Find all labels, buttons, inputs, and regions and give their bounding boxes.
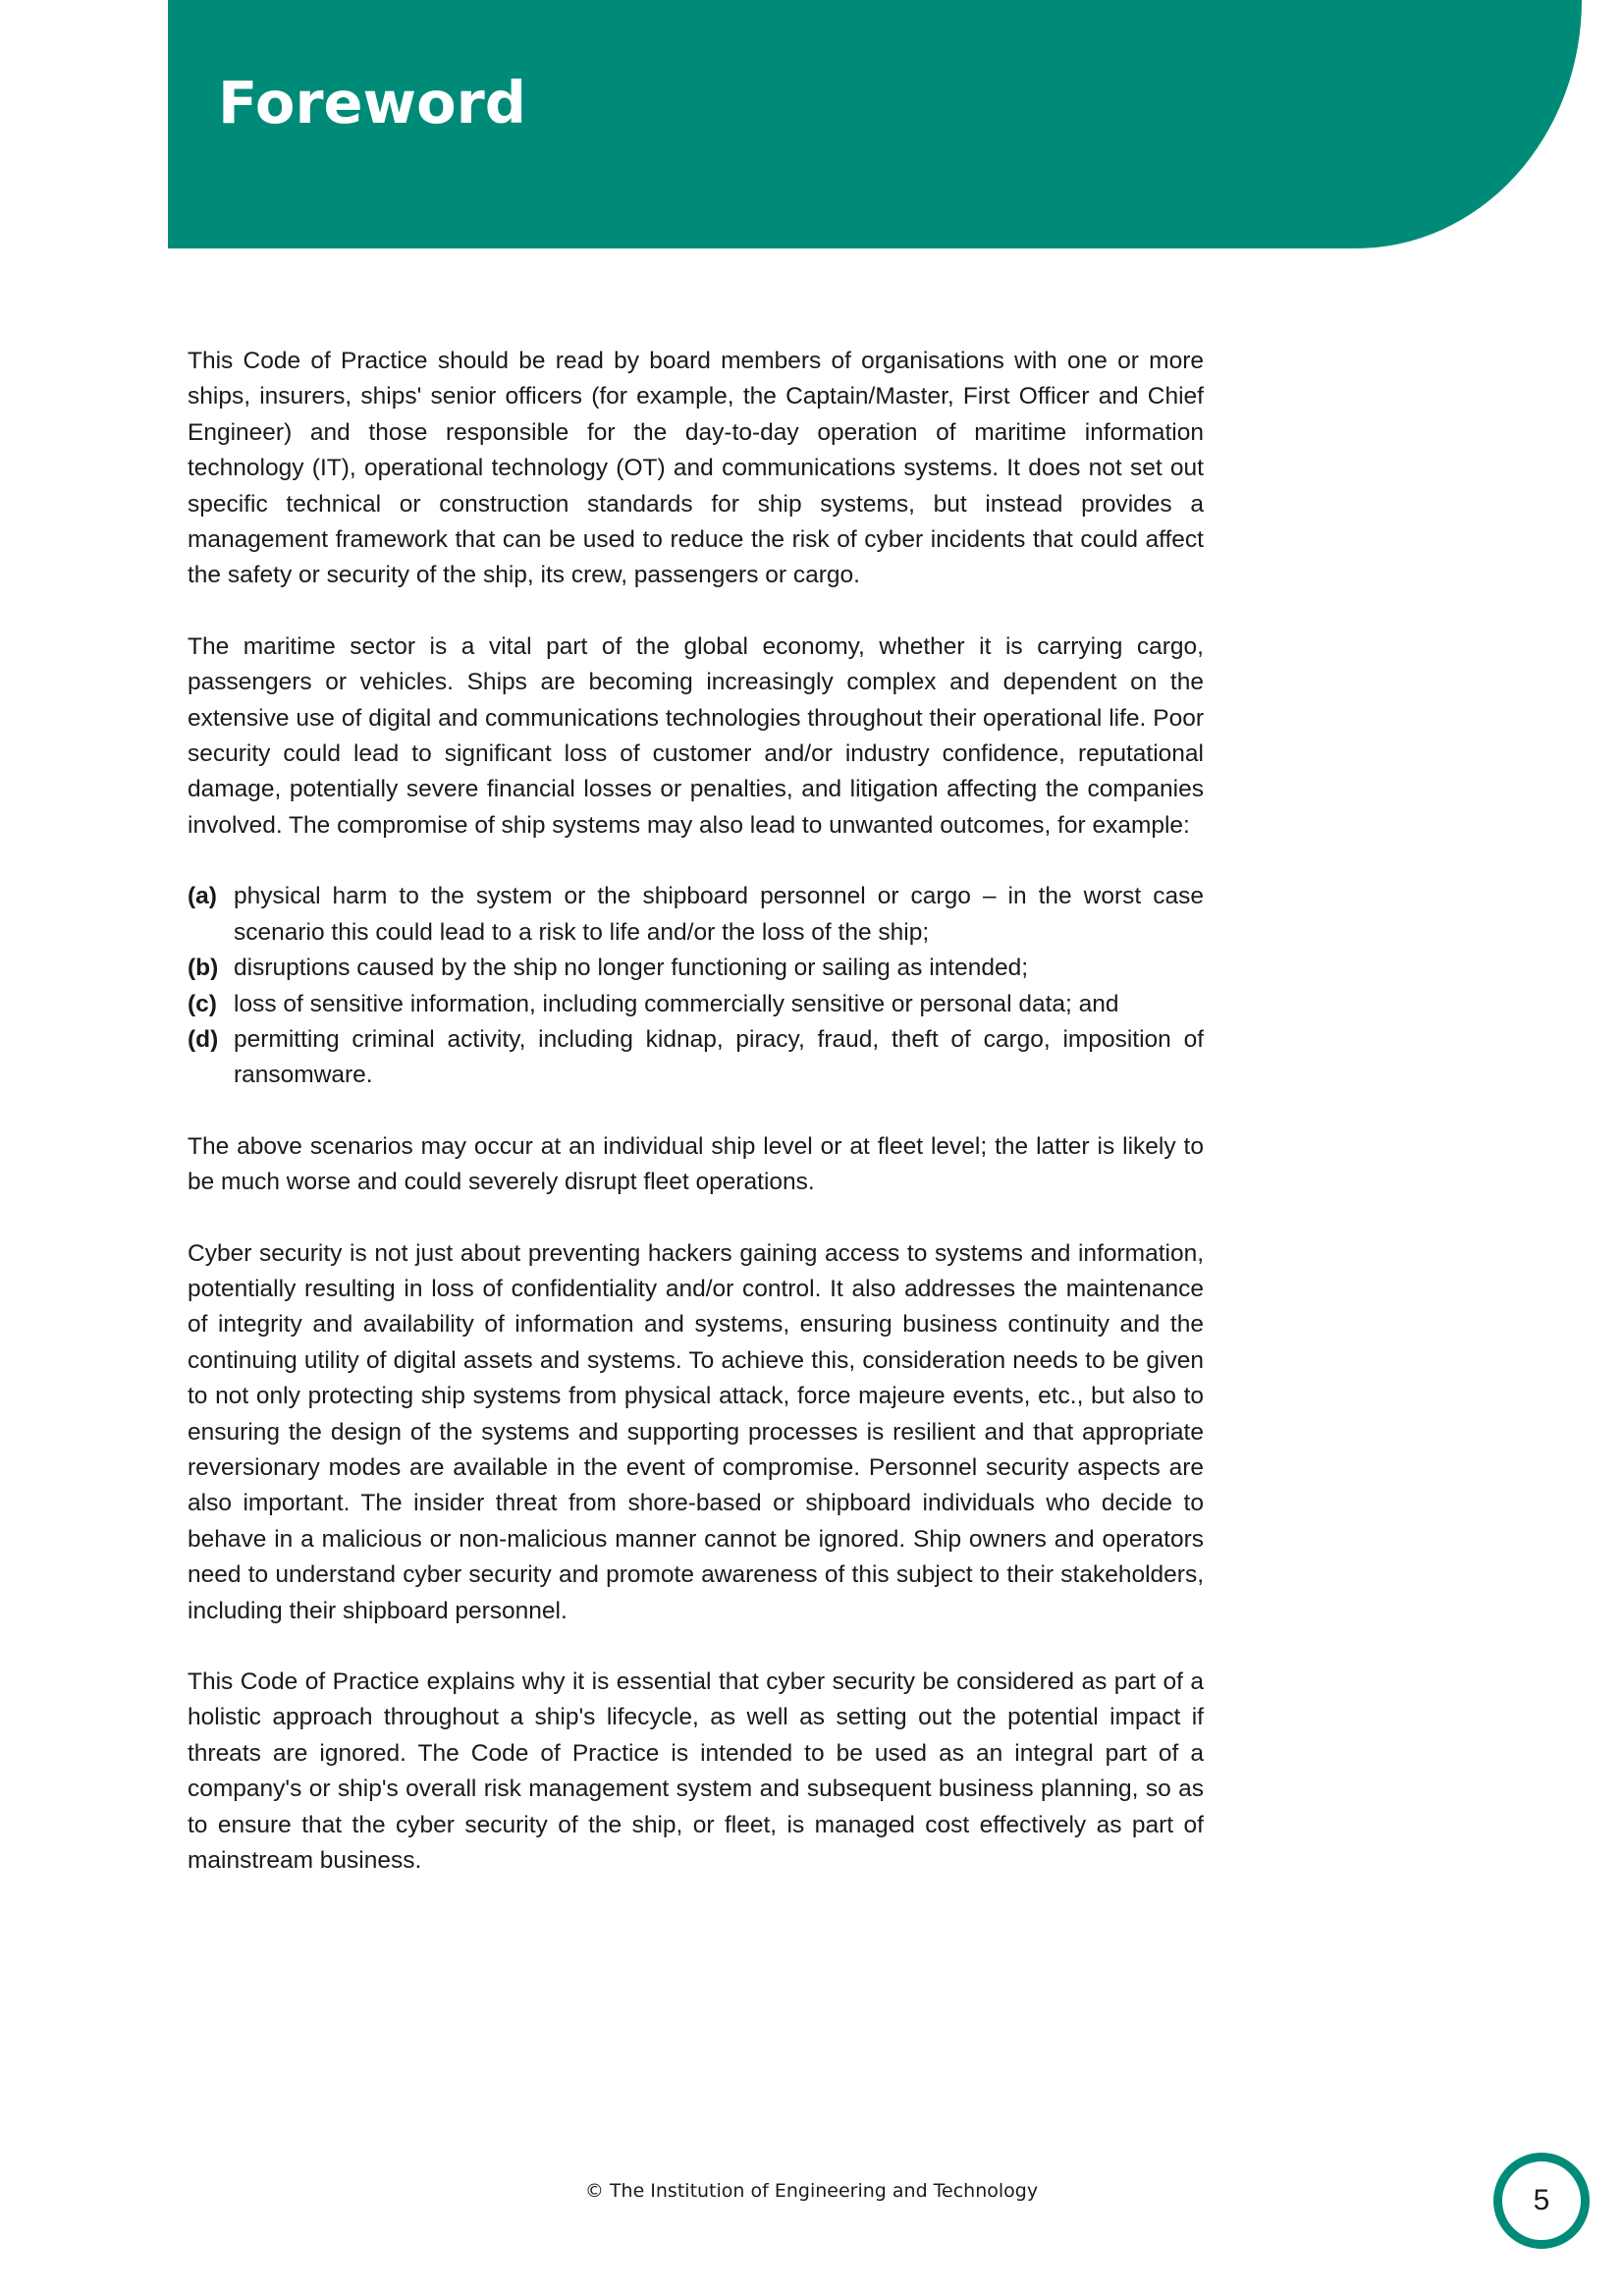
list-item [188,951,1204,986]
body-content [188,344,1204,1914]
list-item-text: physical harm to the system or the shipboard personnel or cargo – in the worst case scenario this could lead to a risk to life and/or the loss of the ship; [234,883,1204,946]
list-item-marker: (b) [188,955,219,982]
list-item [188,987,1204,1022]
body-paragraph: This Code of Practice should be read by board members of organisations with one or more ships, insurers, ships' senior officers (for example, the Captain/Master, First Officer and Chief Engineer) and those responsible for the day-to-day operation of maritime information technology (IT), operational technology (OT) and communications systems. It does not set out specific technical or construction standards for ship systems, but instead provides a management framework that can be used to reduce the risk of cyber incidents that could affect the safety or security of the ship, its crew, passengers or cargo. [188,348,1204,589]
list-item-text: disruptions caused by the ship no longer functioning or sailing as intended; [234,955,1029,982]
list-item-marker: (a) [188,883,217,910]
body-paragraph: The maritime sector is a vital part of the global economy, whether it is carrying cargo, passengers or vehicles. Ships are becoming increasingly complex and dependent on the extensive use of digital and communications technologies throughout their operational life. Poor security could lead to significant loss of customer and/or industry confidence, reputational damage, potentially severe financial losses or penalties, and litigation affecting the companies involved. The compromise of ship systems may also lead to unwanted outcomes, for example: [188,632,1204,839]
body-paragraph: This Code of Practice explains why it is essential that cyber security be considered as part of a holistic approach throughout a ship's lifecycle, as well as setting out the potential impact if threats are ignored. The Code of Practice is intended to be used as an integral part of a company's or ship's overall risk management system and subsequent business planning, so as to ensure that the cyber security of the ship, or fleet, is managed cost effectively as part of mainstream business. [188,1668,1204,1875]
page-number-badge [1493,2153,1590,2249]
list-item-marker: (c) [188,990,217,1017]
body-paragraph: The above scenarios may occur at an individual ship level or at fleet level; the latter is likely to be much worse and could severely disrupt fleet operations. [188,1132,1204,1196]
page-title: Foreword [218,69,526,137]
outcomes-list [188,879,1204,1093]
footer-credit: © The Institution of Engineering and Technology [584,2180,1039,2202]
list-item [188,1022,1204,1094]
list-item-marker: (d) [188,1025,219,1053]
list-item-text: loss of sensitive information, including commercially sensitive or personal data; and [234,990,1119,1017]
body-paragraph: Cyber security is not just about preventing hackers gaining access to systems and information, potentially resulting in loss of confidentiality and/or control. It also addresses the maintenance of integrity and availability of information and systems, ensuring business continuity and the continuing utility of digital assets and systems. To achieve this, consideration needs to be given to not only protecting ship systems from physical attack, force majeure events, etc., but also to ensuring the design of the systems and supporting processes is resilient and that appropriate reversionary modes are available in the event of compromise. Personnel security aspects are also important. The insider threat from shore-based or shipboard individuals who decide to behave in a malicious or non-malicious manner cannot be ignored. Ship owners and operators need to understand cyber security and promote awareness of this subject to their stakeholders, including their shipboard personnel. [188,1239,1204,1624]
page-number: 5 [1533,2184,1550,2216]
list-item [188,879,1204,951]
list-item-text: permitting criminal activity, including kidnap, piracy, fraud, theft of cargo, imposition of ransomware. [234,1025,1204,1089]
